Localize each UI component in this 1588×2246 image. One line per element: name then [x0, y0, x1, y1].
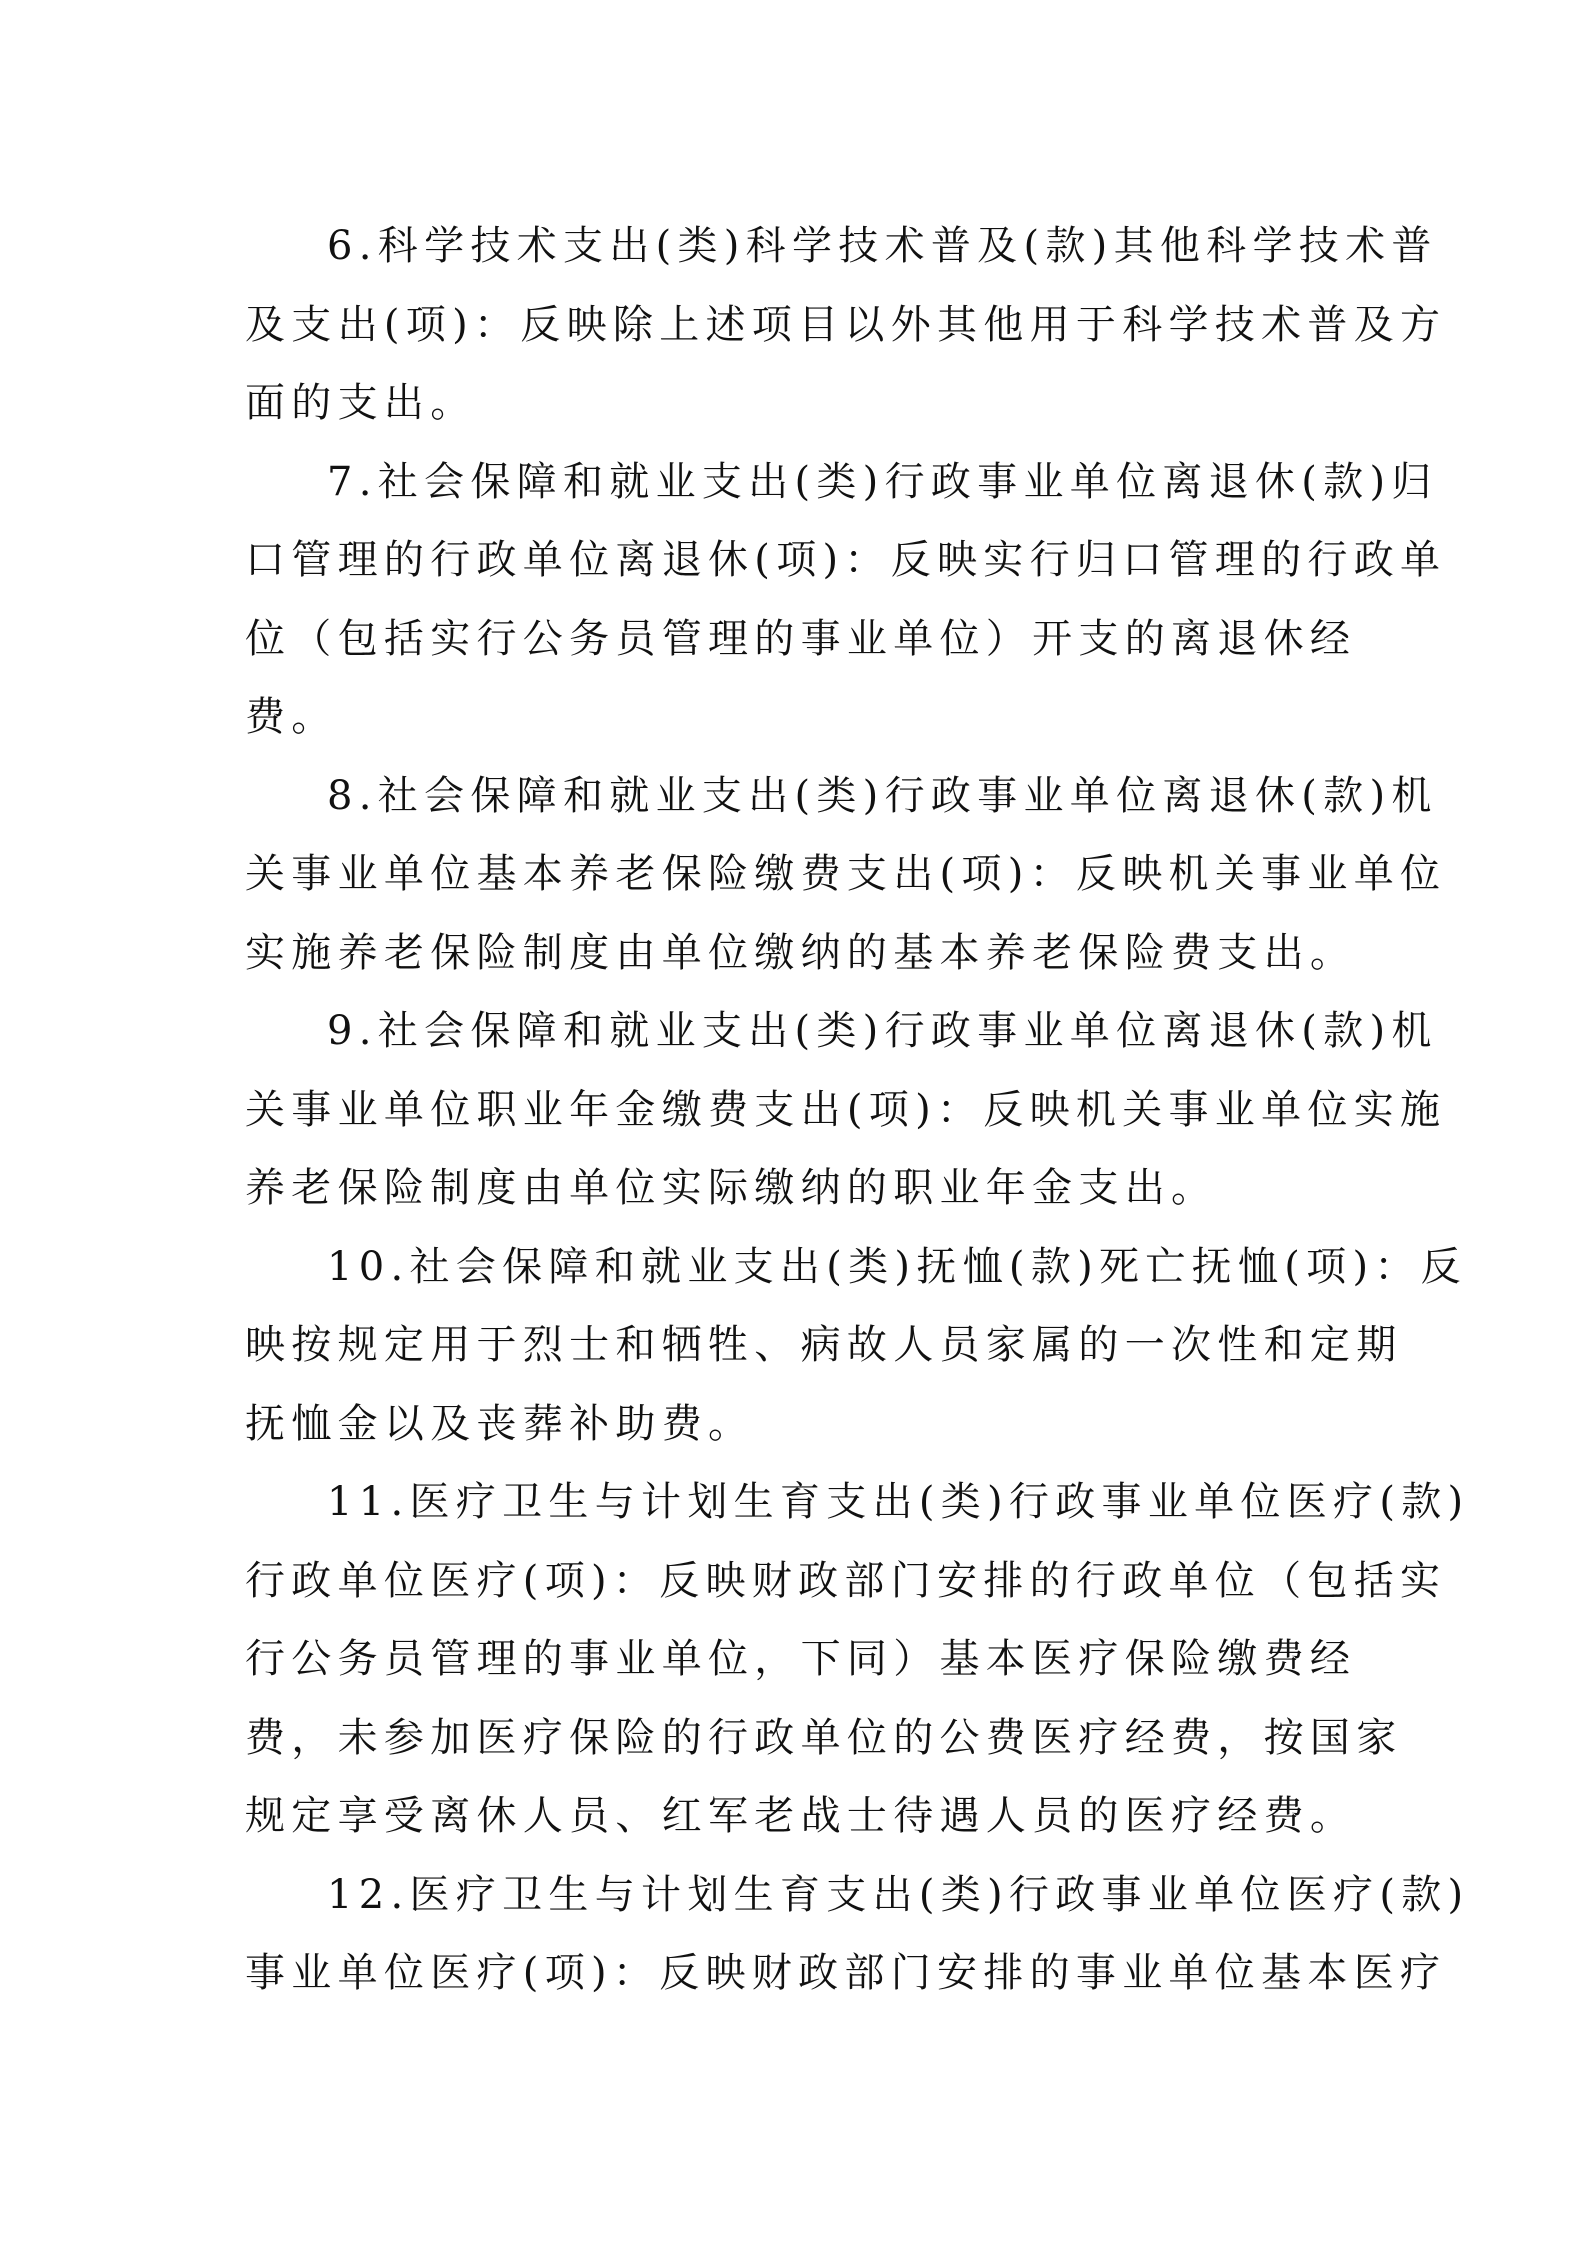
paragraph-item-12 — [245, 1856, 1470, 2013]
paragraph-item-6 — [245, 207, 1447, 443]
text-line: 8.社会保障和就业支出(类)行政事业单位离退休(款)机 — [327, 772, 1438, 819]
paragraph-item-8 — [245, 757, 1447, 993]
text-line: 关事业单位基本养老保险缴费支出(项)：反映机关事业单位 — [245, 851, 1447, 897]
text-line: 行政单位医疗(项)：反映财政部门安排的行政单位（包括实 — [245, 1557, 1447, 1604]
text-line: 养老保险制度由单位实际缴纳的职业年金支出。 — [245, 1165, 1218, 1211]
paragraph-item-10 — [245, 1228, 1467, 1464]
text-line: 抚恤金以及丧葬补助费。 — [245, 1400, 755, 1447]
text-line: 12.医疗卫生与计划生育支出(类)行政事业单位医疗(款) — [327, 1871, 1470, 1918]
text-line: 口管理的行政单位离退休(项)：反映实行归口管理的行政单 — [245, 537, 1447, 583]
text-line: 实施养老保险制度由单位缴纳的基本养老保险费支出。 — [245, 929, 1357, 976]
text-line: 及支出(项)：反映除上述项目以外其他用于科学技术普及方 — [245, 301, 1447, 348]
text-line: 面的支出。 — [245, 380, 477, 426]
text-line: 费，未参加医疗保险的行政单位的公费医疗经费，按国家 — [245, 1714, 1403, 1761]
text-line: 位（包括实行公务员管理的事业单位）开支的离退休经 — [245, 615, 1357, 662]
document-body — [245, 207, 1470, 2013]
paragraph-item-7 — [245, 443, 1447, 757]
text-line: 10.社会保障和就业支出(类)抚恤(款)死亡抚恤(项)：反 — [327, 1243, 1467, 1290]
text-line: 行公务员管理的事业单位，下同）基本医疗保险缴费经 — [245, 1636, 1357, 1682]
paragraph-item-9 — [245, 992, 1447, 1228]
text-line: 7.社会保障和就业支出(类)行政事业单位离退休(款)归 — [327, 458, 1438, 505]
text-line: 9.社会保障和就业支出(类)行政事业单位离退休(款)机 — [327, 1008, 1438, 1054]
paragraph-item-11 — [245, 1463, 1470, 1856]
text-line: 关事业单位职业年金缴费支出(项)：反映机关事业单位实施 — [245, 1086, 1447, 1133]
text-line: 11.医疗卫生与计划生育支出(类)行政事业单位医疗(款) — [327, 1479, 1470, 1525]
text-line: 事业单位医疗(项)：反映财政部门安排的事业单位基本医疗 — [245, 1950, 1447, 1996]
text-line: 费。 — [245, 694, 338, 740]
text-line: 6.科学技术支出(类)科学技术普及(款)其他科学技术普 — [327, 223, 1438, 269]
text-line: 规定享受离休人员、红军老战士待遇人员的医疗经费。 — [245, 1793, 1357, 1839]
text-line: 映按规定用于烈士和牺牲、病故人员家属的一次性和定期 — [245, 1322, 1403, 1368]
